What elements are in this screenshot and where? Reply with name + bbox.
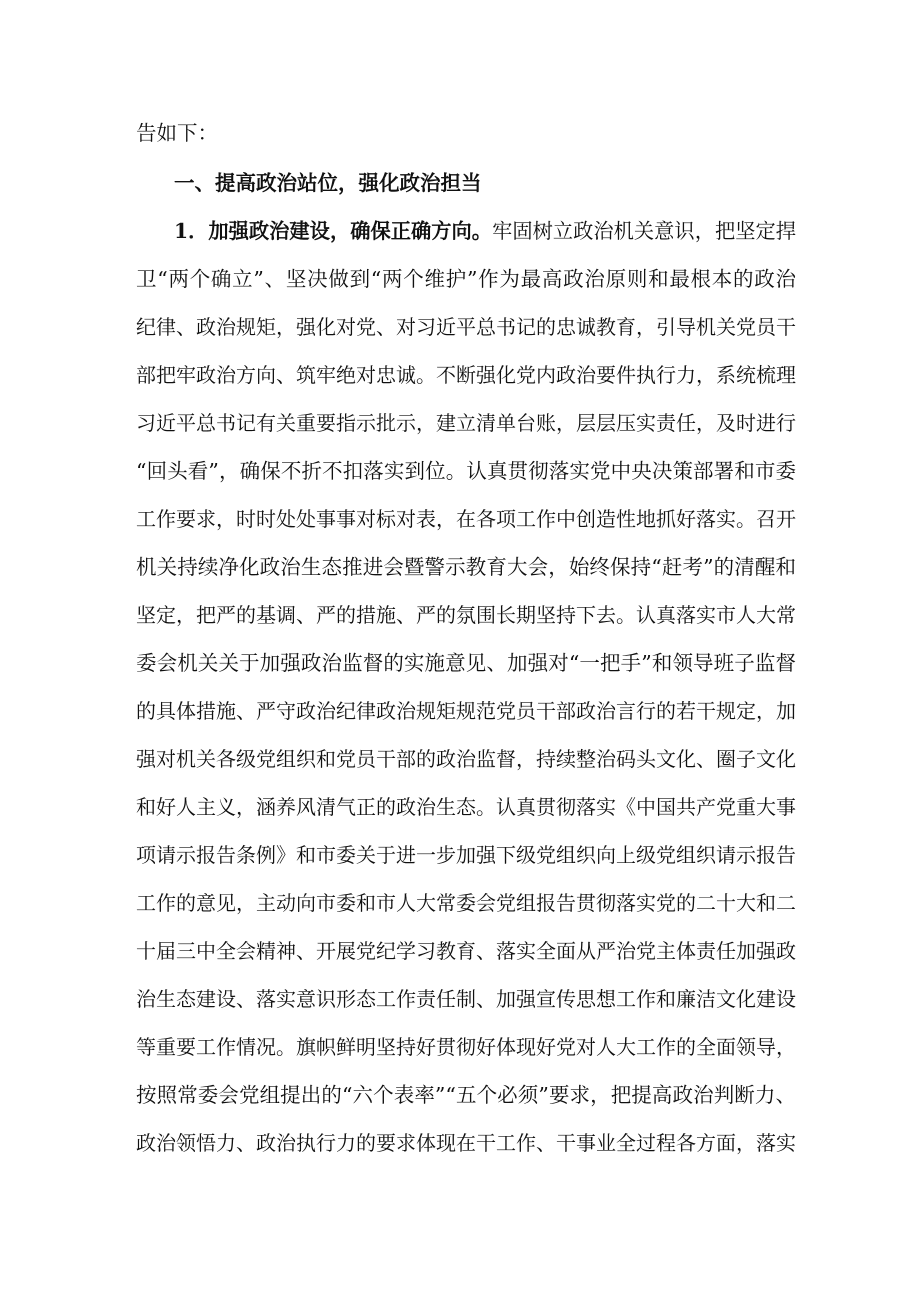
intro-line: 告如下： xyxy=(136,121,218,145)
body-line: “回头看”，确保不折不扣落实到位。认真贯彻落实党中央决策部署和市委 xyxy=(136,459,796,483)
body-line: 机关持续净化政治生态推进会暨警示教育大会，始终保持“赶考”的清醒和 xyxy=(136,555,796,579)
body-line: 等重要工作情况。旗帜鲜明坚持好贯彻好体现好党对人大工作的全面领导， xyxy=(136,1035,796,1059)
body-line: 工作的意见，主动向市委和市人大常委会党组报告贯彻落实党的二十大和二 xyxy=(136,891,796,915)
body-line: 坚定，把严的基调、严的措施、严的氛围长期坚持下去。认真落实市人大常 xyxy=(136,603,796,627)
body-line: 委会机关关于加强政治监督的实施意见、加强对“一把手”和领导班子监督 xyxy=(136,651,796,675)
body-line: 纪律、政治规矩，强化对党、对习近平总书记的忠诚教育，引导机关党员干 xyxy=(136,315,796,339)
body-line: 的具体措施、严守政治纪律政治规矩规范党员干部政治言行的若干规定，加 xyxy=(136,699,796,723)
section-heading: 一、提高政治站位，强化政治担当 xyxy=(174,171,482,195)
body-line: 部把牢政治方向、筑牢绝对忠诚。不断强化党内政治要件执行力，系统梳理 xyxy=(136,363,796,387)
body-line: 和好人主义，涵养风清气正的政治生态。认真贯彻落实《中国共产党重大事 xyxy=(136,795,796,819)
body-line: 项请示报告条例》和市委关于进一步加强下级党组织向上级党组织请示报告 xyxy=(136,843,796,867)
item1-first-line xyxy=(174,216,796,246)
body-line: 十届三中全会精神、开展党纪学习教育、落实全面从严治党主体责任加强政 xyxy=(136,939,796,963)
body-line: 工作要求，时时处处事事对标对表，在各项工作中创造性地抓好落实。召开 xyxy=(136,507,796,531)
body-line: 治生态建设、落实意识形态工作责任制、加强宣传思想工作和廉洁文化建设 xyxy=(136,987,796,1011)
body-line: 按照常委会党组提出的“六个表率”“五个必须”要求，把提高政治判断力、 xyxy=(136,1083,796,1107)
body-line: 强对机关各级党组织和党员干部的政治监督，持续整治码头文化、圈子文化 xyxy=(136,747,796,771)
body-line: 政治领悟力、政治执行力的要求体现在干工作、干事业全过程各方面，落实 xyxy=(136,1131,796,1155)
item1-title: 1．加强政治建设，确保正确方向。 xyxy=(174,219,493,243)
body-line: 习近平总书记有关重要指示批示，建立清单台账，层层压实责任，及时进行 xyxy=(136,411,796,435)
body-line: 卫“两个确立”、坚决做到“两个维护”作为最高政治原则和最根本的政治 xyxy=(136,267,796,291)
item1-first-line-text: 牢固树立政治机关意识，把坚定捍 xyxy=(492,219,796,243)
